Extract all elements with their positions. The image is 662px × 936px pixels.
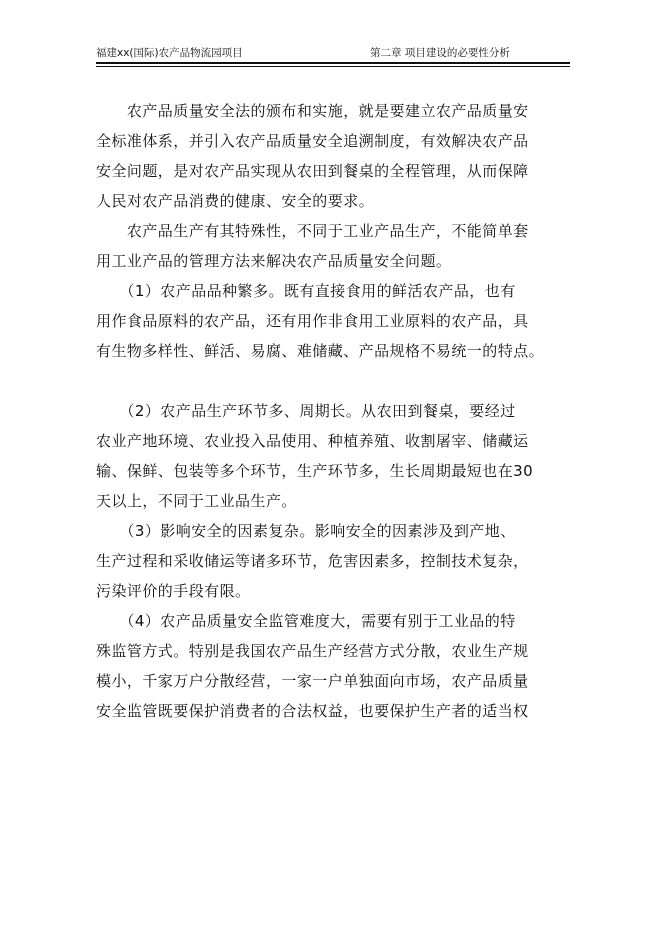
text-line: （4）农产品质量安全监管难度大，需要有别于工业品的特 bbox=[96, 612, 516, 630]
text-line: 有生物多样性、鲜活、易腐、难储藏、产品规格不易统一的特点。 bbox=[96, 342, 545, 360]
header-chapter-title: 第二章 项目建设的必要性分析 bbox=[370, 47, 510, 59]
text-line: 用工业产品的管理方法来解决农产品质量安全问题。 bbox=[96, 252, 452, 270]
text-line: 农业产地环境、农业投入品使用、种植养殖、收割屠宰、储藏运 bbox=[96, 432, 529, 450]
text-line: 殊监管方式。特别是我国农产品生产经营方式分散，农业生产规 bbox=[96, 642, 529, 660]
text-line: 全标准体系，并引入农产品质量安全追溯制度，有效解决农产品 bbox=[96, 132, 529, 150]
text-line: 安全问题，是对农产品实现从农田到餐桌的全程管理，从而保障 bbox=[96, 162, 529, 180]
text-line: 天以上，不同于工业品生产。 bbox=[96, 492, 297, 510]
text-line: 人民对农产品消费的健康、安全的要求。 bbox=[96, 192, 375, 210]
text-line: （1）农产品品种繁多。既有直接食用的鲜活农产品，也有 bbox=[96, 282, 516, 300]
text-line: 生产过程和采收储运等诸多环节，危害因素多，控制技术复杂， bbox=[96, 552, 529, 570]
text-line: 模小，千家万户分散经营，一家一户单独面向市场，农产品质量 bbox=[96, 672, 529, 690]
text-line: 农产品生产有其特殊性，不同于工业产品生产，不能简单套 bbox=[96, 222, 529, 240]
text-line: （3）影响安全的因素复杂。影响安全的因素涉及到产地、 bbox=[96, 522, 516, 540]
text-line: 安全监管既要保护消费者的合法权益，也要保护生产者的适当权 bbox=[96, 702, 529, 720]
document-body bbox=[96, 96, 576, 726]
text-line: （2）农产品生产环节多、周期长。从农田到餐桌，要经过 bbox=[96, 402, 516, 420]
header-project-title: 福建xx(国际)农产品物流园项目 bbox=[96, 47, 243, 59]
text-line: 用作食品原料的农产品，还有用作非食用工业原料的农产品，具 bbox=[96, 312, 529, 330]
header-rule-thin bbox=[96, 66, 570, 67]
text-line: 输、保鲜、包装等多个环节，生产环节多，生长周期最短也在30 bbox=[96, 462, 534, 480]
page-header bbox=[96, 46, 570, 60]
blank-line bbox=[96, 366, 576, 396]
text-line: 农产品质量安全法的颁布和实施，就是要建立农产品质量安 bbox=[96, 102, 529, 120]
text-line: 污染评价的手段有限。 bbox=[96, 582, 251, 600]
header-rule-thick bbox=[96, 62, 570, 64]
